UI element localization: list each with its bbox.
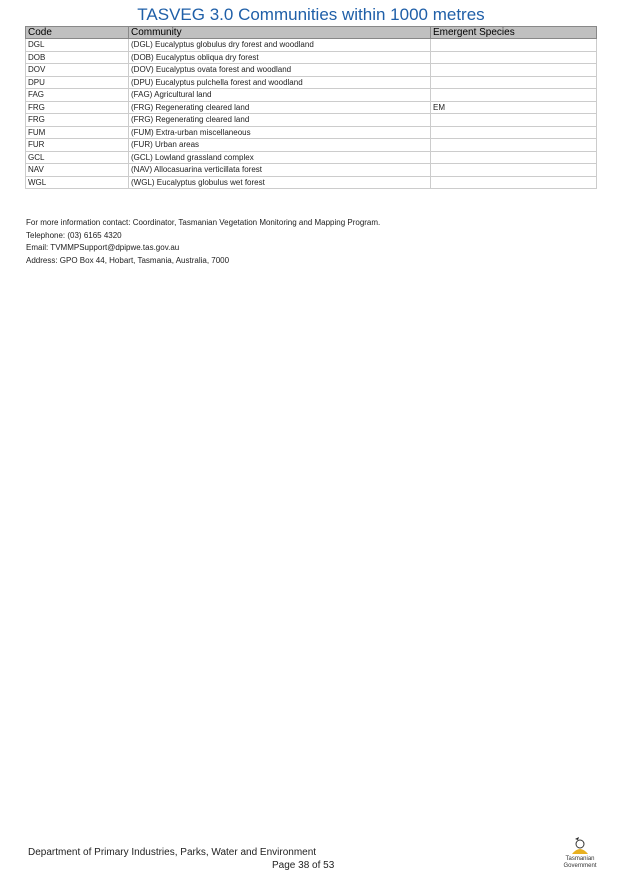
cell-emergent-species (431, 176, 597, 189)
cell-code: FRG (26, 101, 129, 114)
table-row (26, 101, 597, 114)
cell-code: FUM (26, 126, 129, 139)
cell-code: WGL (26, 176, 129, 189)
cell-code: FAG (26, 89, 129, 102)
cell-code: DOV (26, 64, 129, 77)
tasmanian-government-logo (560, 836, 600, 870)
contact-line: For more information contact: Coordinator, Tasmanian Vegetation Monitoring and Mapping Program. (26, 218, 381, 227)
cell-emergent-species: EM (431, 101, 597, 114)
table-row (26, 139, 597, 152)
cell-emergent-species (431, 126, 597, 139)
footer-department: Department of Primary Industries, Parks, Water and Environment (28, 847, 317, 858)
cell-emergent-species (431, 139, 597, 152)
cell-emergent-species (431, 39, 597, 52)
telephone: Telephone: (03) 6165 4320 (26, 230, 122, 240)
logo-text: Tasmanian Government (563, 856, 597, 869)
cell-emergent-species (431, 76, 597, 89)
cell-code: NAV (26, 164, 129, 177)
cell-community: (DPU) Eucalyptus pulchella forest and woodland (129, 76, 431, 89)
cell-code: GCL (26, 151, 129, 164)
cell-emergent-species (431, 51, 597, 64)
cell-community: (NAV) Allocasuarina verticillata forest (129, 164, 431, 177)
table-row (26, 126, 597, 139)
contact-info (26, 217, 380, 268)
cell-community: (FRG) Regenerating cleared land (129, 114, 431, 127)
email: Email: TVMMPSupport@dpipwe.tas.gov.au (26, 243, 180, 253)
page-title: TASVEG 3.0 Communities within 1000 metres (137, 5, 485, 24)
cell-community: (FUR) Urban areas (129, 139, 431, 152)
header-community: Community (129, 27, 431, 39)
cell-community: (FAG) Agricultural land (129, 89, 431, 102)
page-number: Page 38 of 53 (272, 860, 335, 871)
cell-community: (GCL) Lowland grassland complex (129, 151, 431, 164)
communities-table (25, 26, 597, 189)
cell-code: DPU (26, 76, 129, 89)
table-row (26, 176, 597, 189)
cell-emergent-species (431, 64, 597, 77)
cell-code: FRG (26, 114, 129, 127)
cell-emergent-species (431, 114, 597, 127)
table-row (26, 64, 597, 77)
cell-community: (DOV) Eucalyptus ovata forest and woodland (129, 64, 431, 77)
cell-code: DOB (26, 51, 129, 64)
table-row (26, 151, 597, 164)
cell-community: (FUM) Extra-urban miscellaneous (129, 126, 431, 139)
cell-code: FUR (26, 139, 129, 152)
cell-community: (DOB) Eucalyptus obliqua dry forest (129, 51, 431, 64)
address: Address: GPO Box 44, Hobart, Tasmania, Australia, 7000 (26, 256, 230, 266)
cell-emergent-species (431, 164, 597, 177)
cell-community: (FRG) Regenerating cleared land (129, 101, 431, 114)
cell-community: (DGL) Eucalyptus globulus dry forest and woodland (129, 39, 431, 52)
table-row (26, 114, 597, 127)
table-row (26, 164, 597, 177)
cell-code: DGL (26, 39, 129, 52)
header-emergent-species: Emergent Species (431, 27, 597, 39)
logo-icon (569, 836, 591, 856)
cell-community: (WGL) Eucalyptus globulus wet forest (129, 176, 431, 189)
table-row (26, 39, 597, 52)
cell-emergent-species (431, 151, 597, 164)
table-row (26, 76, 597, 89)
table-row (26, 89, 597, 102)
cell-emergent-species (431, 89, 597, 102)
table-row (26, 51, 597, 64)
header-code: Code (26, 27, 129, 39)
